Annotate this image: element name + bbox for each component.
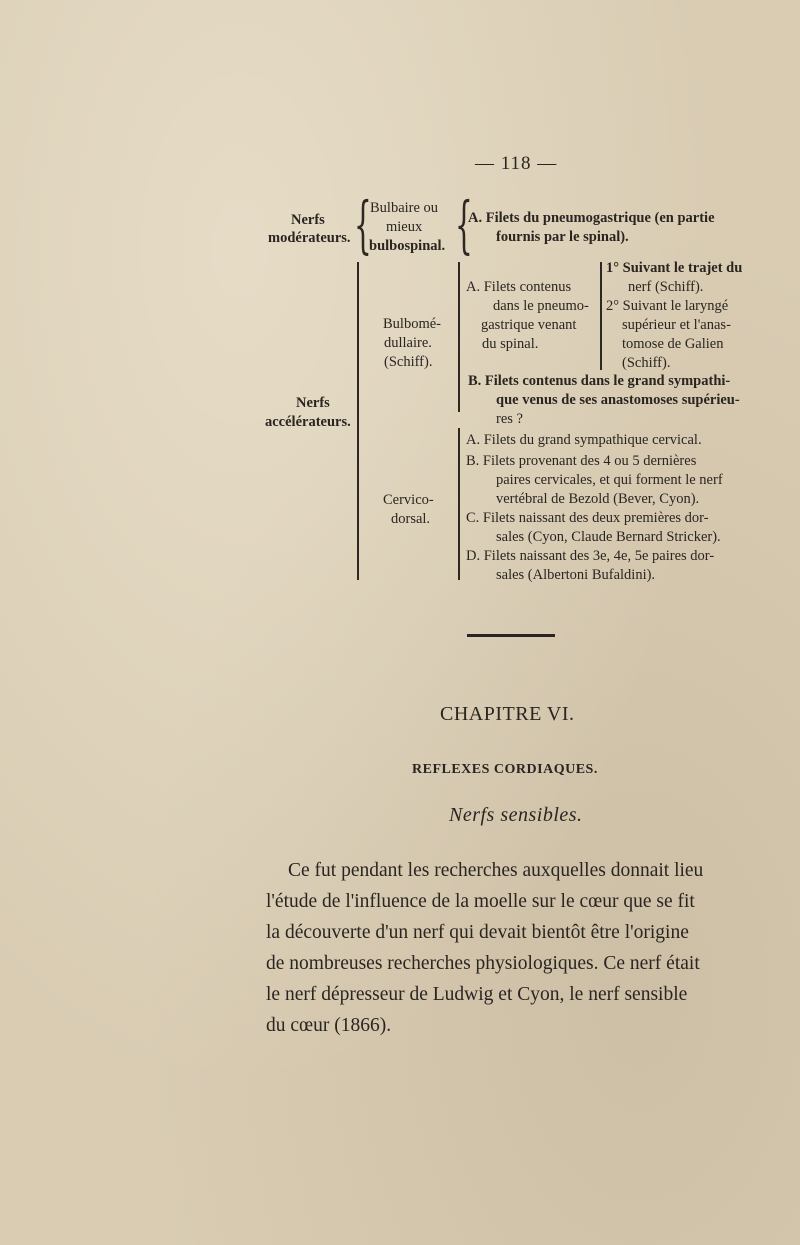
brace-cervico-line xyxy=(458,428,460,580)
moderateurs-label-1: Nerfs xyxy=(291,212,325,228)
moderateurs-item-a-2: fournis par le spinal). xyxy=(496,229,629,245)
brace-bulbo-sub-line xyxy=(600,262,602,370)
bulbo-sub1-1: 1° Suivant le trajet du xyxy=(606,260,743,276)
page-number: — 118 — xyxy=(475,153,558,174)
bulbo-sub2-1: 2° Suivant le laryngé xyxy=(606,298,729,314)
moderateurs-origin-3: bulbospinal. xyxy=(369,238,446,254)
bulbo-b-3: res ? xyxy=(496,411,523,427)
paragraph-line: de nombreuses recherches physiologiques. Ce nerf était xyxy=(266,953,700,974)
brace-bulbo-line xyxy=(458,262,460,412)
brace-moderateurs-origin: { xyxy=(455,188,473,261)
cervico-c-1: C. Filets naissant des deux premières dor- xyxy=(466,510,709,526)
paragraph-line: Ce fut pendant les recherches auxquelles donnait lieu xyxy=(288,860,704,881)
cervico-d-2: sales (Albertoni Bufaldini). xyxy=(496,567,656,583)
bulbo-sub2-2: supérieur et l'anas- xyxy=(622,317,731,333)
bulbo-a-2: dans le pneumo- xyxy=(493,298,589,314)
cervico-b-2: paires cervicales, et qui forment le nerf xyxy=(496,472,723,488)
section-title: REFLEXES CORDIAQUES. xyxy=(412,762,598,777)
moderateurs-origin-2: mieux xyxy=(386,219,423,235)
bulbo-b-1: B. Filets contenus dans le grand sympathi- xyxy=(468,373,731,389)
chapter-title: CHAPITRE VI. xyxy=(440,703,575,725)
paragraph-line: la découverte d'un nerf qui devait bientôt être l'origine xyxy=(266,922,689,943)
bulbo-origin-1: Bulbomé- xyxy=(383,316,441,332)
bulbo-sub2-4: (Schiff). xyxy=(622,355,671,371)
bulbo-a-3: gastrique venant xyxy=(481,317,577,333)
brace-accelerateurs-line xyxy=(357,262,359,580)
body-paragraph xyxy=(266,855,760,1041)
moderateurs-label-2: modérateurs. xyxy=(268,230,351,246)
paragraph-line: du cœur (1866). xyxy=(266,1015,392,1036)
bulbo-b-2: que venus de ses anastomoses supérieu- xyxy=(496,392,740,408)
brace-moderateurs: { xyxy=(354,188,372,261)
cervico-b-3: vertébral de Bezold (Bever, Cyon). xyxy=(496,491,700,507)
moderateurs-item-a-1: A. Filets du pneumogastrique (en partie xyxy=(468,210,715,226)
accelerateurs-label-1: Nerfs xyxy=(296,395,330,411)
bulbo-sub2-3: tomose de Galien xyxy=(622,336,724,352)
bulbo-sub1-2: nerf (Schiff). xyxy=(628,279,704,295)
section-rule xyxy=(467,634,555,637)
subsection-title: Nerfs sensibles. xyxy=(449,804,583,826)
cervico-origin-1: Cervico- xyxy=(383,492,434,508)
cervico-c-2: sales (Cyon, Claude Bernard Stricker). xyxy=(496,529,721,545)
cervico-b-1: B. Filets provenant des 4 ou 5 dernières xyxy=(466,453,697,469)
paragraph-line: l'étude de l'influence de la moelle sur le cœur que se fit xyxy=(266,891,695,912)
cervico-origin-2: dorsal. xyxy=(391,511,431,527)
cervico-a-1: A. Filets du grand sympathique cervical. xyxy=(466,432,702,448)
bulbo-origin-3: (Schiff). xyxy=(384,354,433,370)
accelerateurs-label-2: accélérateurs. xyxy=(265,414,351,430)
bulbo-a-1: A. Filets contenus xyxy=(466,279,572,295)
bulbo-a-4: du spinal. xyxy=(482,336,539,352)
cervico-d-1: D. Filets naissant des 3e, 4e, 5e paires dor- xyxy=(466,548,715,564)
moderateurs-origin-1: Bulbaire ou xyxy=(370,200,439,216)
bulbo-origin-2: dullaire. xyxy=(384,335,432,351)
paragraph-line: le nerf dépresseur de Ludwig et Cyon, le nerf sensible xyxy=(266,984,688,1005)
